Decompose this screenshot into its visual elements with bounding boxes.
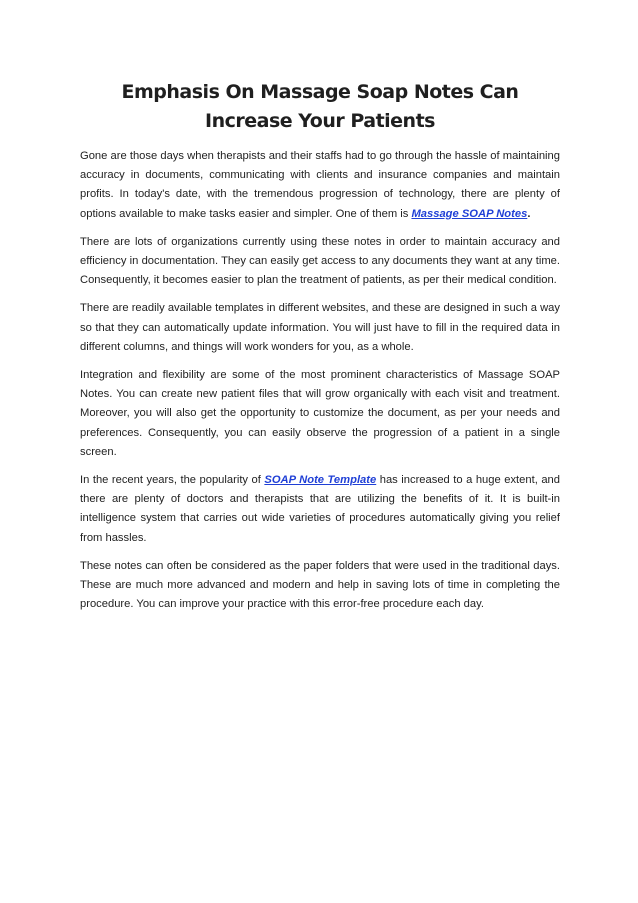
soap-note-template-link[interactable]: SOAP Note Template (264, 474, 377, 487)
paragraph-templates: There are readily available templates in different websites, and these are designed in such a way so that they can automatically update information. You will just have to fill in the required data in different columns, and things will work wonders for you, as a whole. (80, 302, 560, 353)
paragraph-popularity-before: In the recent years, the popularity of (80, 474, 265, 487)
massage-soap-notes-link[interactable]: Massage SOAP Notes (411, 207, 528, 220)
document-title: Emphasis On Massage Soap Notes Can Increase Your Patients (121, 81, 519, 132)
paragraph-popularity (80, 471, 560, 548)
paragraph-intro-text: Gone are those days when therapists and their staffs had to go through the hassle of maintaining accuracy in documents, communicating with clients and insurance companies and maintain profits. In today's date, with the tremendous progression of technology, there are plenty of options available to make tasks easier and simpler. One of them is (80, 150, 560, 220)
paragraph-organizations: There are lots of organizations currently using these notes in order to maintain accuracy and efficiency in documentation. They can easily get access to any documents they want at any time. Consequently, it becomes easier to plan the treatment of patients, as per their medical condition. (80, 235, 560, 287)
paragraph-intro-end: . (527, 207, 531, 220)
document-page (80, 78, 560, 623)
paragraph-intro (80, 147, 560, 224)
paragraph-paper-folders: These notes can often be considered as the paper folders that were used in the traditional days. These are much more advanced and modern and help in saving lots of time in completing the procedure. You can improve your practice with this error-free procedure each day. (80, 559, 560, 611)
paragraph-integration: Integration and flexibility are some of the most prominent characteristics of Massage SOAP Notes. You can create new patient files that will grow organically with each visit and treatment. Moreover, you will also get the opportunity to customize the document, as per your needs and preferences. Consequently, you can easily observe the progression of a patient in a single screen. (80, 369, 560, 458)
paragraph-popularity-after: has increased to a huge extent, and there are plenty of doctors and therapists that are utilizing the benefits of it. It is built-in intelligence system that carries out wide varieties of procedures automatically giving you relief from hassles. (80, 474, 560, 544)
